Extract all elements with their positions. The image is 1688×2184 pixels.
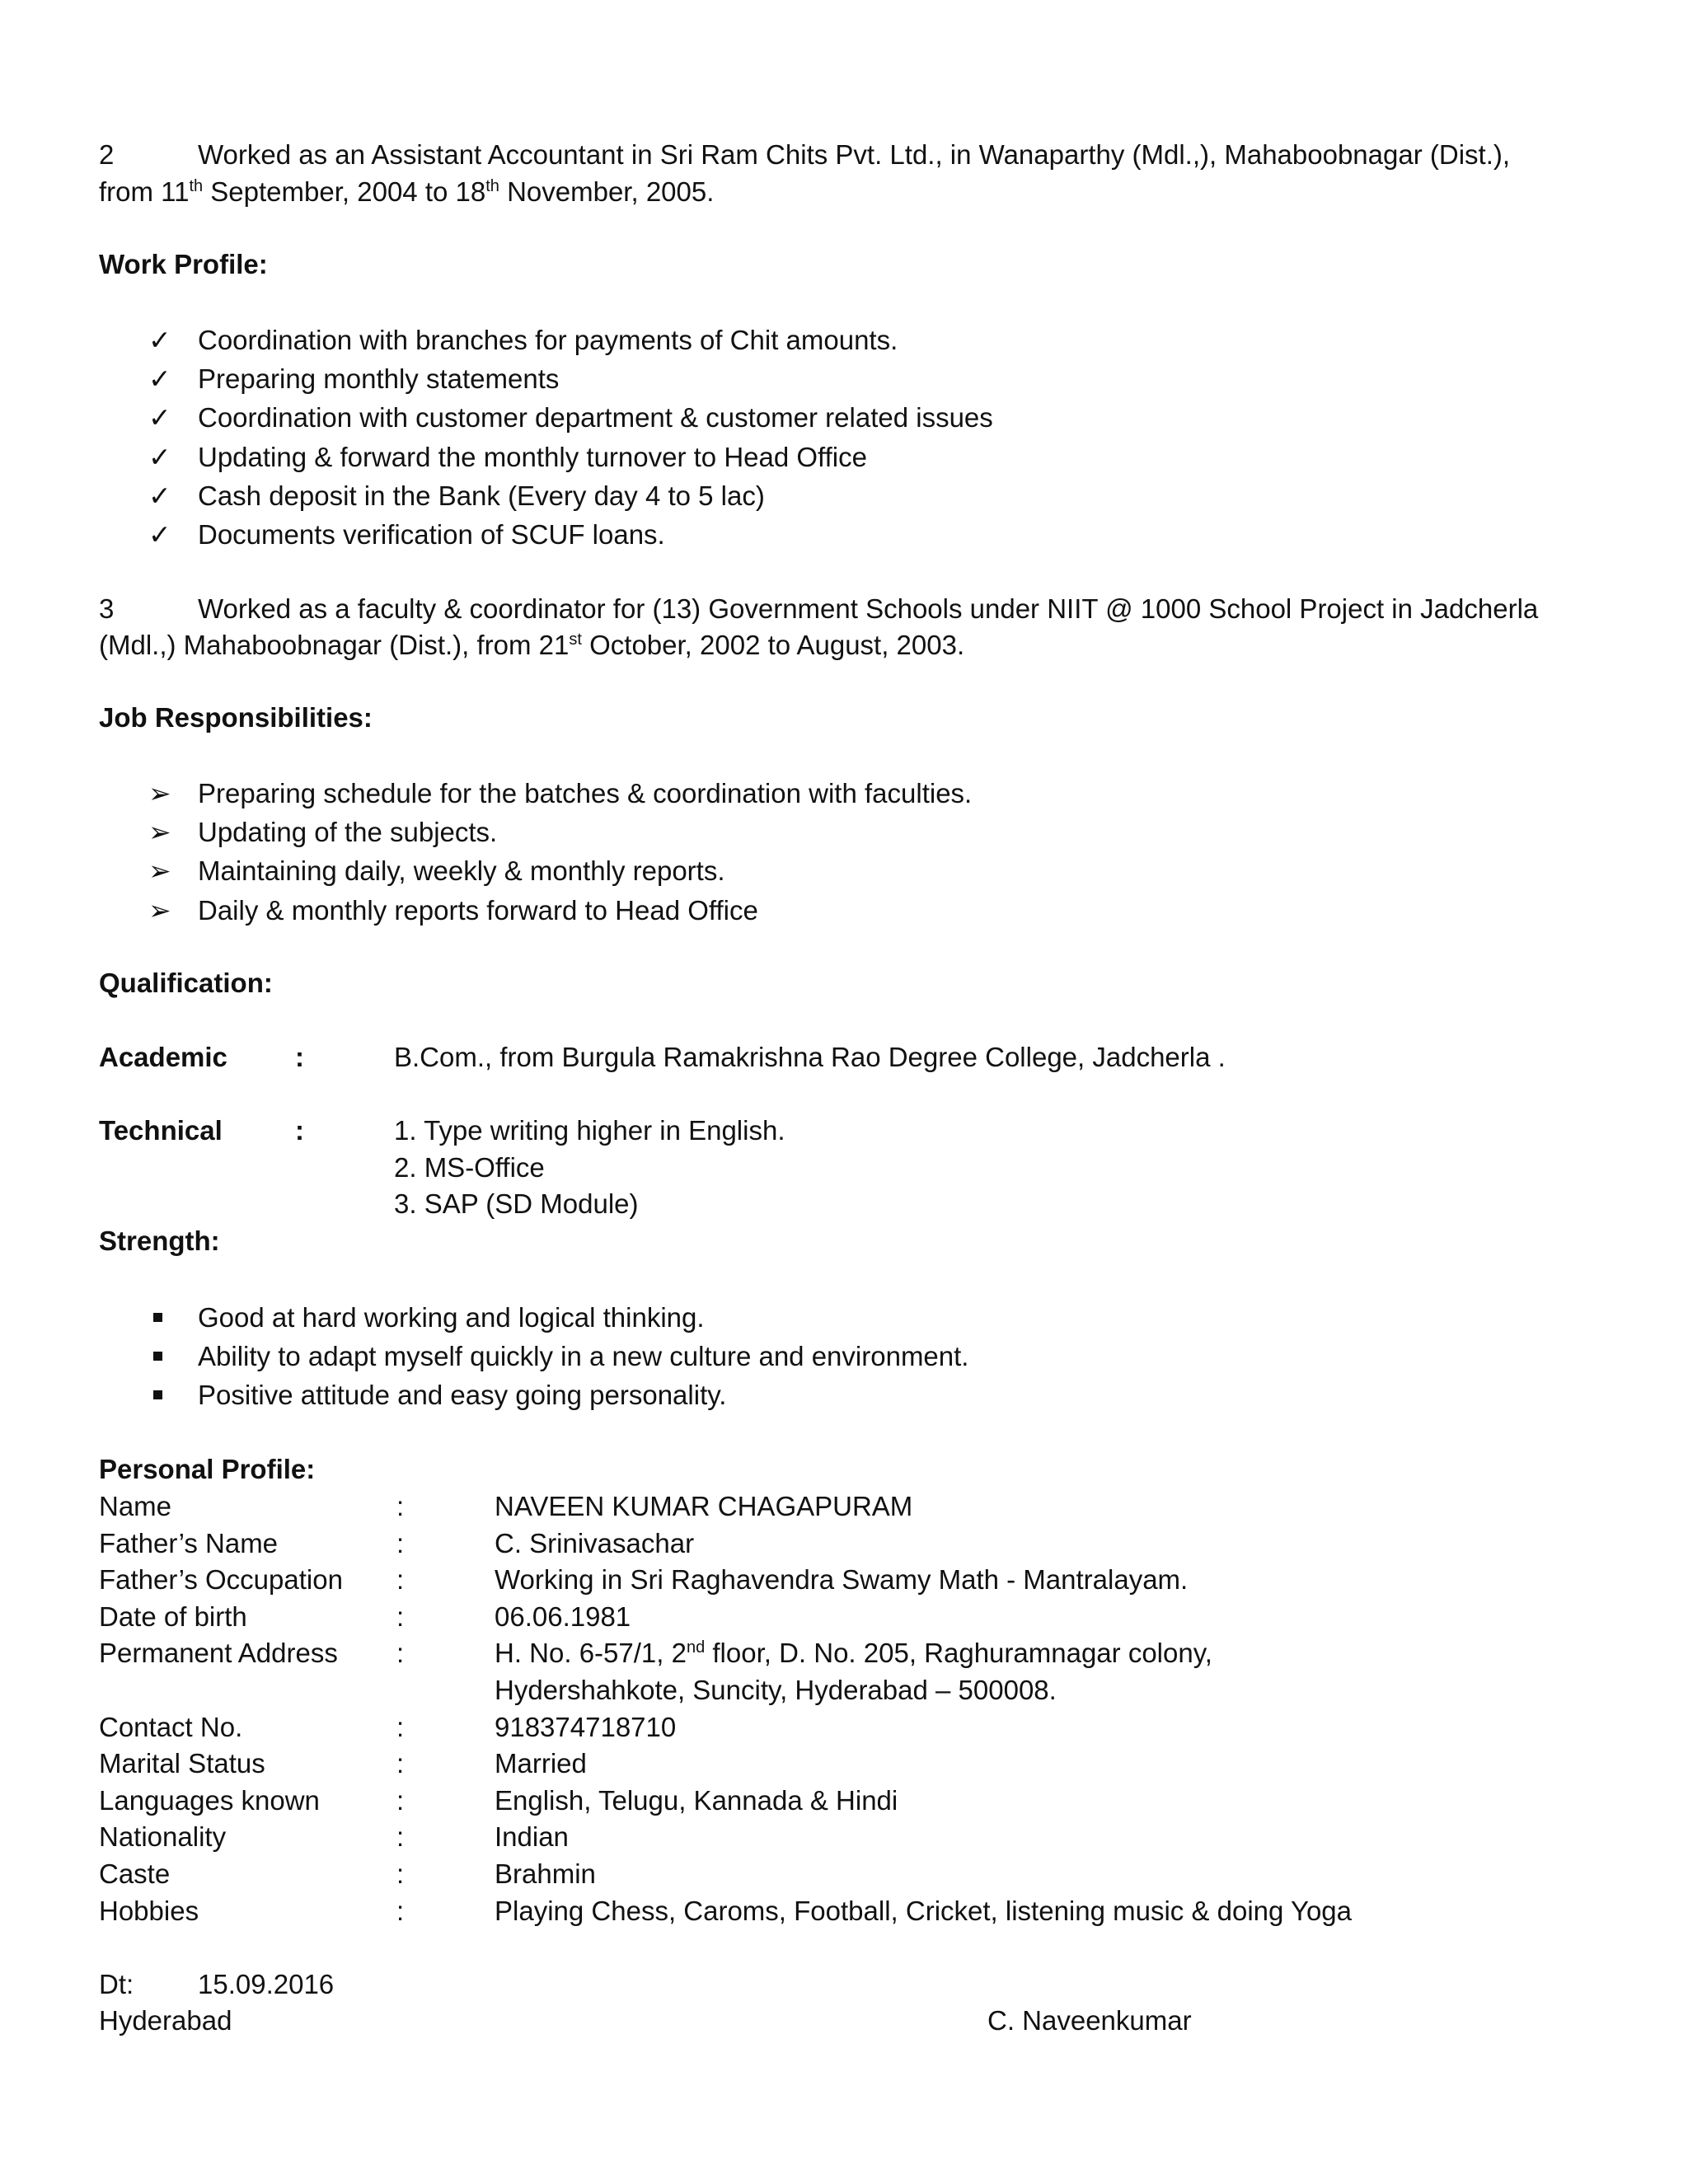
academic-label: Academic: [99, 1042, 227, 1072]
list-item: ➢ Preparing schedule for the batches & coordination with faculties.: [148, 775, 972, 812]
colon: :: [396, 1821, 405, 1852]
list-item: Good at hard working and logical thinking.: [148, 1299, 705, 1336]
colon: :: [396, 1491, 405, 1521]
colon: :: [396, 1896, 405, 1926]
list-item: ✓ Documents verification of SCUF loans.: [148, 516, 665, 553]
list-item: ➢ Updating of the subjects.: [148, 813, 497, 851]
date-label: Dt:: [99, 1969, 134, 1999]
address-line2: Hydershahkote, Suncity, Hyderabad – 500008.: [495, 1675, 1057, 1705]
list-item: ✓ Preparing monthly statements: [148, 360, 559, 397]
arrow-bullet-icon: ➢: [148, 778, 171, 808]
dob-value: 06.06.1981: [495, 1601, 631, 1632]
list-item: Ability to adapt myself quickly in a new culture and environment.: [148, 1338, 968, 1375]
job2-line1: Worked as an Assistant Accountant in Sri Ram Chits Pvt. Ltd., in Wanaparthy (Mdl.,), Mahaboobnagar (Dist.),: [198, 139, 1511, 170]
job3-number: 3: [99, 593, 115, 624]
job2-line2: from 11th September, 2004 to 18th November, 2005.: [99, 176, 715, 207]
checkmark-icon: ✓: [148, 519, 171, 550]
father-occupation-value: Working in Sri Raghavendra Swamy Math - Mantralayam.: [495, 1564, 1189, 1595]
checkmark-icon: ✓: [148, 480, 171, 511]
arrow-bullet-icon: ➢: [148, 895, 171, 926]
colon: :: [396, 1748, 405, 1779]
checkmark-icon: ✓: [148, 363, 171, 394]
hobbies-label: Hobbies: [99, 1896, 199, 1926]
colon: :: [396, 1564, 405, 1595]
colon: :: [396, 1601, 405, 1632]
academic-value: B.Com., from Burgula Ramakrishna Rao Degree College, Jadcherla .: [394, 1042, 1226, 1072]
colon: :: [396, 1528, 405, 1558]
name-label: Name: [99, 1491, 172, 1521]
technical-colon: :: [295, 1115, 304, 1146]
signature-name: C. Naveenkumar: [987, 2005, 1192, 2036]
checkmark-icon: ✓: [148, 442, 171, 472]
arrow-bullet-icon: ➢: [148, 855, 171, 886]
job3-line1: Worked as a faculty & coordinator for (13) Government Schools under NIIT @ 1000 School Project in Jadcherla: [198, 593, 1539, 624]
list-item: ✓ Cash deposit in the Bank (Every day 4 to 5 lac): [148, 477, 765, 514]
dob-label: Date of birth: [99, 1601, 247, 1632]
technical-item: 2. MS-Office: [394, 1152, 545, 1183]
technical-item: 3. SAP (SD Module): [394, 1188, 639, 1219]
job3-line2: (Mdl.,) Mahaboobnagar (Dist.), from 21st October, 2002 to August, 2003.: [99, 630, 965, 660]
nationality-value: Indian: [495, 1821, 569, 1852]
father-name-label: Father’s Name: [99, 1528, 279, 1558]
qualification-heading: Qualification:: [99, 968, 273, 998]
job2-number: 2: [99, 139, 115, 170]
colon: :: [396, 1638, 405, 1668]
place: Hyderabad: [99, 2005, 232, 2036]
father-occupation-label: Father’s Occupation: [99, 1564, 343, 1595]
address-label: Permanent Address: [99, 1638, 338, 1668]
list-item: ➢ Daily & monthly reports forward to Head Office: [148, 892, 758, 929]
caste-label: Caste: [99, 1858, 171, 1889]
work-profile-heading: Work Profile:: [99, 249, 268, 279]
contact-label: Contact No.: [99, 1712, 243, 1742]
colon: :: [396, 1712, 405, 1742]
languages-label: Languages known: [99, 1785, 320, 1816]
square-bullet-icon: [153, 1352, 162, 1361]
technical-label: Technical: [99, 1115, 223, 1146]
strength-heading: Strength:: [99, 1226, 220, 1256]
list-item: ➢ Maintaining daily, weekly & monthly reports.: [148, 852, 725, 889]
nationality-label: Nationality: [99, 1821, 227, 1852]
date-value: 15.09.2016: [198, 1969, 335, 1999]
list-item: ✓ Updating & forward the monthly turnover to Head Office: [148, 438, 867, 476]
list-item: Positive attitude and easy going personality.: [148, 1376, 726, 1413]
square-bullet-icon: [153, 1390, 162, 1399]
academic-colon: :: [295, 1042, 304, 1072]
marital-status-label: Marital Status: [99, 1748, 265, 1779]
caste-value: Brahmin: [495, 1858, 596, 1889]
square-bullet-icon: [153, 1313, 162, 1322]
colon: :: [396, 1785, 405, 1816]
contact-value: 918374718710: [495, 1712, 677, 1742]
job-responsibilities-heading: Job Responsibilities:: [99, 702, 373, 733]
address-line1: H. No. 6-57/1, 2nd floor, D. No. 205, Raghuramnagar colony,: [495, 1638, 1212, 1668]
checkmark-icon: ✓: [148, 325, 171, 355]
list-item: ✓ Coordination with branches for payments of Chit amounts.: [148, 321, 898, 359]
list-item: ✓ Coordination with customer department & customer related issues: [148, 399, 993, 436]
personal-profile-heading: Personal Profile:: [99, 1454, 316, 1484]
arrow-bullet-icon: ➢: [148, 817, 171, 847]
technical-item: 1. Type writing higher in English.: [394, 1115, 785, 1146]
colon: :: [396, 1858, 405, 1889]
name-value: NAVEEN KUMAR CHAGAPURAM: [495, 1491, 913, 1521]
checkmark-icon: ✓: [148, 402, 171, 433]
father-name-value: C. Srinivasachar: [495, 1528, 695, 1558]
marital-status-value: Married: [495, 1748, 587, 1779]
hobbies-value: Playing Chess, Caroms, Football, Cricket, listening music & doing Yoga: [495, 1896, 1352, 1926]
languages-value: English, Telugu, Kannada & Hindi: [495, 1785, 898, 1816]
